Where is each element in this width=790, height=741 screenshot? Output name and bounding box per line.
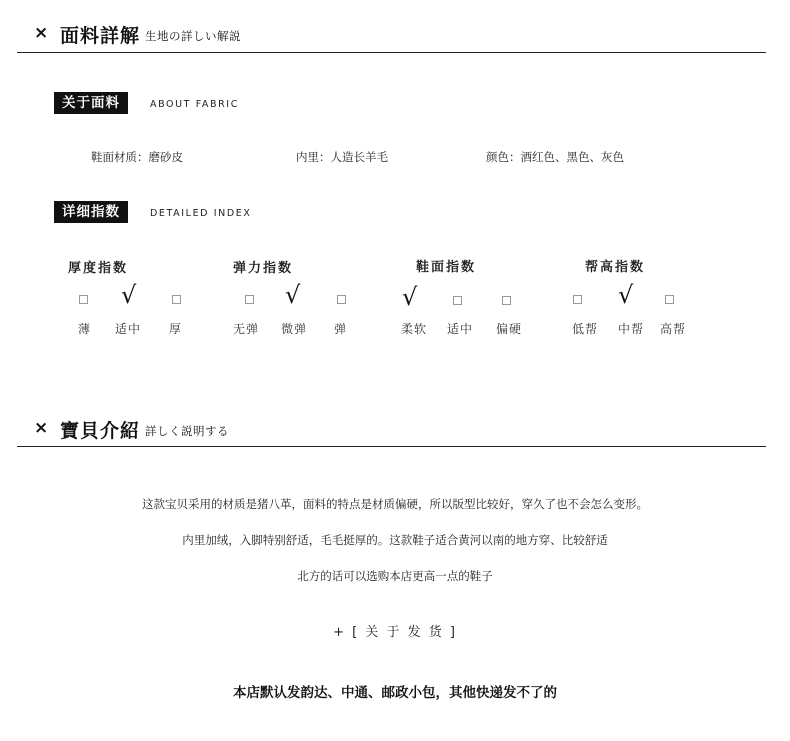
close-x-icon: × xyxy=(34,23,49,43)
option-label: 无弹 xyxy=(233,322,260,336)
shipping-text: 本店默认发韵达、中通、邮政小包，其他快递发不了的 xyxy=(233,685,557,701)
section-title: 寶貝介紹 xyxy=(60,420,141,442)
option-label: 高帮 xyxy=(660,322,687,336)
close-x-icon: × xyxy=(34,418,49,438)
section-title: 面料詳解 xyxy=(60,25,141,47)
detailed-index-tag-en: DETAILED INDEX xyxy=(150,208,252,219)
checkbox xyxy=(245,295,254,304)
product-section-header xyxy=(17,394,766,447)
check-mark-icon: √ xyxy=(402,283,418,311)
check-mark-icon: √ xyxy=(285,281,301,309)
checkbox xyxy=(665,295,674,304)
option-label: 微弹 xyxy=(281,322,308,336)
option-label: 弹 xyxy=(334,322,348,336)
checkbox xyxy=(573,295,582,304)
detailed-index-tag: 详细指数 xyxy=(54,201,128,223)
upper-index-title: 鞋面指数 xyxy=(416,260,477,275)
section-subtitle: 詳しく説明する xyxy=(145,424,229,438)
option-label: 中帮 xyxy=(618,322,645,336)
option-label: 厚 xyxy=(169,322,183,336)
about-fabric-tag: 关于面料 xyxy=(54,92,128,114)
option-label: 偏硬 xyxy=(496,322,523,336)
option-label: 适中 xyxy=(115,322,142,336)
checkbox xyxy=(453,296,462,305)
fabric-section-header xyxy=(17,0,766,53)
description-line: 内里加绒，入脚特别舒适，毛毛挺厚的。这款鞋子适合黄河以南的地方穿、比较舒适 xyxy=(182,533,608,547)
check-mark-icon: √ xyxy=(121,281,137,309)
spec-colors: 颜色：酒红色、黑色、灰色 xyxy=(486,150,624,164)
checkbox xyxy=(502,296,511,305)
checkbox xyxy=(337,295,346,304)
checkbox xyxy=(172,295,181,304)
spec-upper-material: 鞋面材质：磨砂皮 xyxy=(91,150,183,164)
description-line: 这款宝贝采用的材质是猪八革，面料的特点是材质偏硬，所以版型比较好，穿久了也不会怎么变形。 xyxy=(142,497,648,511)
checkbox xyxy=(79,295,88,304)
spec-lining: 内里：人造长羊毛 xyxy=(296,150,388,164)
height-index-title: 帮高指数 xyxy=(585,260,646,275)
about-fabric-tag-en: ABOUT FABRIC xyxy=(150,99,239,110)
elasticity-index-title: 弹力指数 xyxy=(233,261,294,276)
thickness-index-title: 厚度指数 xyxy=(68,261,129,276)
option-label: 适中 xyxy=(447,322,474,336)
option-label: 低帮 xyxy=(572,322,599,336)
option-label: 薄 xyxy=(78,322,92,336)
check-mark-icon: √ xyxy=(618,281,634,309)
section-subtitle: 生地の詳しい解説 xyxy=(145,29,241,43)
shipping-title: + [ 关 于 发 货 ] xyxy=(333,625,457,640)
option-label: 柔软 xyxy=(401,322,428,336)
description-line: 北方的话可以选购本店更高一点的鞋子 xyxy=(297,569,493,583)
